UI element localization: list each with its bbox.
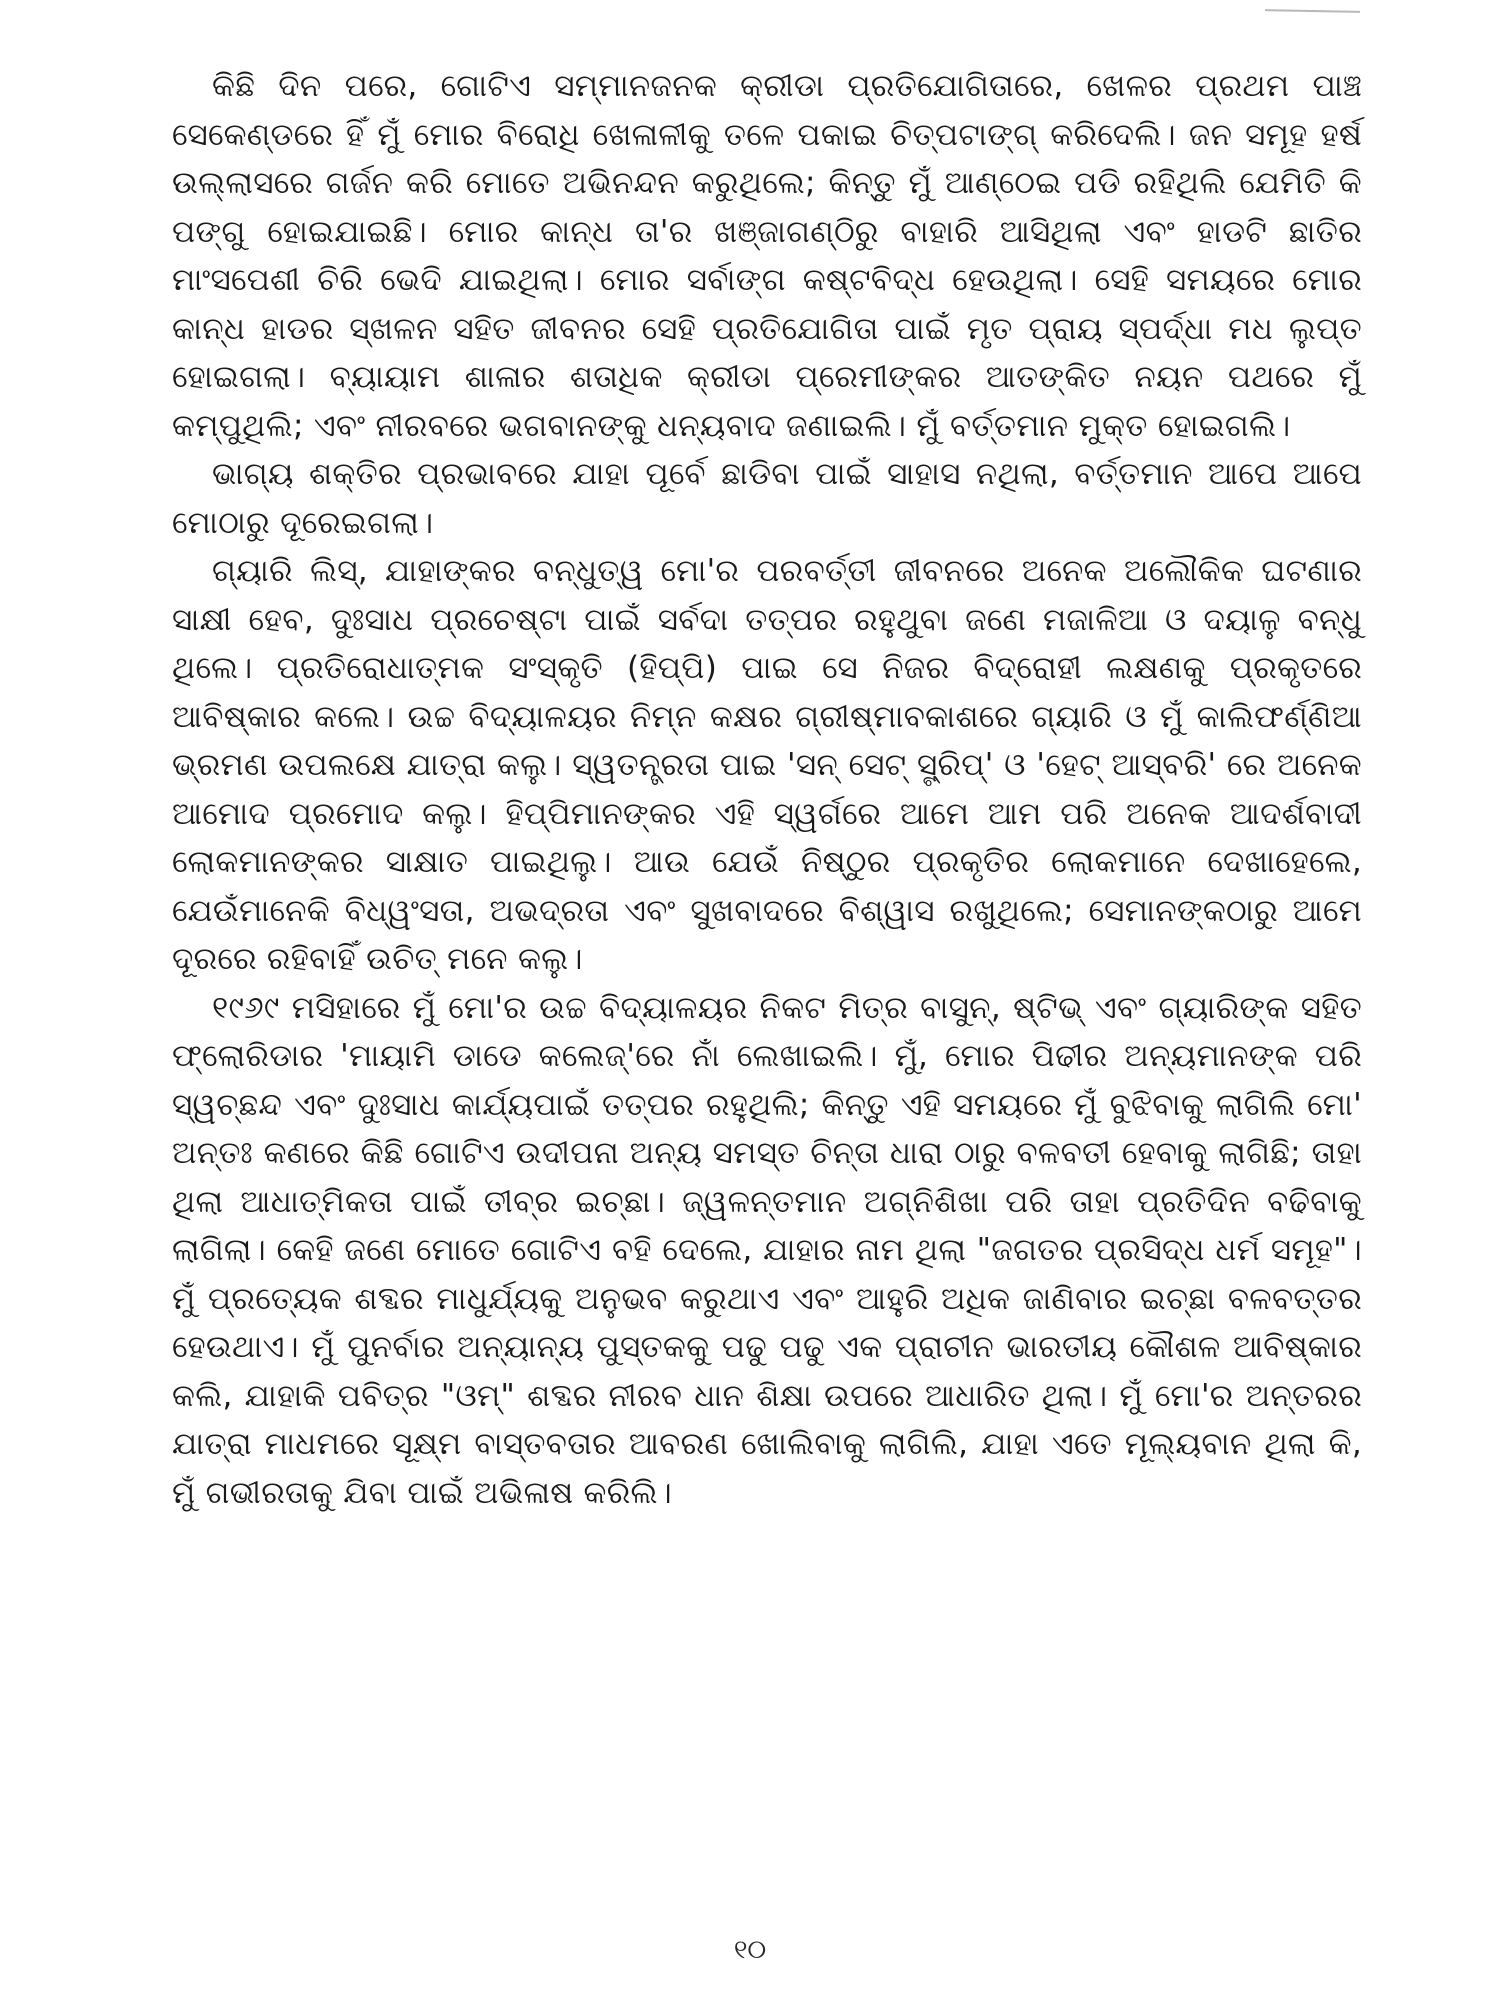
paragraph-1: କିଛି ଦିନ ପରେ, ଗୋଟିଏ ସମ୍ମାନଜନକ କ୍ରୀଡା ପ୍ରତିଯୋଗିତାରେ, ଖେଳର ପ୍ରଥମ ପାଞ୍ଚ ସେକେଣ୍ଡରେ ହିଁ ମୁଁ ମୋର ବିରୋଧି ଖେଳାଳୀକୁ ତଳେ ପକାଇ ଚିତ୍‌ପଟାଙ୍ଗ୍ କରିଦେଲି। ଜନ ସମୂହ ହର୍ଷ ଉଲ୍ଲାସରେ ଗର୍ଜନ କରି ମୋତେ ଅଭିନନ୍ଦନ କରୁଥିଲେ; କିନ୍ତୁ ମୁଁ ଆଣ୍ଠେଇ ପଡି ରହିଥିଲି ଯେମିତି କି ପଙ୍ଗୁ ହୋଇଯାଇଛି। ମୋର କାନ୍ଧ ତା'ର ଖଞ୍ଜାଗଣ୍ଠିରୁ ବାହାରି ଆସିଥିଲା ଏବଂ ହାଡଟି ଛାତିର ମାଂସପେଶୀ ଚିରି ଭେଦି ଯାଇଥିଲା। ମୋର ସର୍ବାଙ୍ଗ କଷ୍ଟବିଦ୍ଧ ହେଉଥିଲା। ସେହି ସମୟରେ ମୋର କାନ୍ଧ ହାଡର ସ୍ଖଳନ ସହିତ ଜୀବନର ସେହି ପ୍ରତିଯୋଗିତା ପାଇଁ ମୃତ ପ୍ରାୟ ସ୍ପର୍ଦ୍ଧା ମଧ ଲୁପ୍ତ ହୋଇଗଲା। ବ୍ୟାୟାମ ଶାଳାର ଶତାଧିକ କ୍ରୀଡା ପ୍ରେମୀଙ୍କର ଆତଙ୍କିତ ନୟନ ପଥରେ ମୁଁ କମ୍ପୁଥିଲି; ଏବଂ ନୀରବରେ ଭଗବାନଙ୍କୁ ଧନ୍ୟବାଦ ଜଣାଇଲି। ମୁଁ ବର୍ତ୍ତମାନ ମୁକ୍ତ ହୋଇଗଲି।	[172, 68, 1362, 444]
paragraph-3: ଗ୍ୟାରି ଲିସ୍, ଯାହାଙ୍କର ବନ୍ଧୁତ୍ୱ ମୋ'ର ପରବର୍ତ୍ତୀ ଜୀବନରେ ଅନେକ ଅଲୌକିକ ଘଟଣାର ସାକ୍ଷୀ ହେବ, ଦୁଃସାଧ ପ୍ରଚେଷ୍ଟା ପାଇଁ ସର୍ବଦା ତତ୍ପର ରହୁଥୁବା ଜଣେ ମଜାଳିଆ ଓ ଦୟାଳୁ ବନ୍ଧୁ ଥିଲେ। ପ୍ରତିରୋଧାତ୍ମକ ସଂସ୍କୃତି (ହିପ୍ପି) ପାଇ ସେ ନିଜର ବିଦ୍ରୋହୀ ଲକ୍ଷଣକୁ ପ୍ରକୃତରେ ଆବିଷ୍କାର କଲେ। ଉଚ୍ଚ ବିଦ୍ୟାଳୟର ନିମ୍ନ କକ୍ଷର ଗ୍ରୀଷ୍ମାବକାଶରେ ଗ୍ୟାରି ଓ ମୁଁ କାଲିଫର୍ଣ୍ଣିଆ ଭ୍ରମଣ ଉପଲକ୍ଷେ ଯାତ୍ରା କଲୁ। ସ୍ୱତନ୍ତ୍ରତା ପାଇ 'ସନ୍ ସେଟ୍ ସ୍ଟ୍ରିପ୍' ଓ 'ହେଟ୍ ଆସ୍‌ବରି' ରେ ଅନେକ ଆମୋଦ ପ୍ରମୋଦ କଲୁ। ହିପ୍ପିମାନଙ୍କର ଏହି ସ୍ୱର୍ଗରେ ଆମେ ଆମ ପରି ଅନେକ ଆଦର୍ଶବାଦୀ ଲୋକମାନଙ୍କର ସାକ୍ଷାତ ପାଇଥିଲୁ। ଆଉ ଯେଉଁ ନିଷ୍ଠୁର ପ୍ରକୃତିର ଲୋକମାନେ ଦେଖାହେଲେ, ଯେଉଁମାନେକି ବିଧ୍ୱଂସତା, ଅଭଦ୍ରତା ଏବଂ ସୁଖବାଦରେ ବିଶ୍ୱାସ ରଖୁଥିଲେ; ସେମାନଙ୍କଠାରୁ ଆମେ ଦୂରରେ ରହିବାହିଁ ଉଚିତ୍ ମନେ କଲୁ।	[172, 553, 1362, 977]
paragraph-2: ଭାଗ୍ୟ ଶକ୍ତିର ପ୍ରଭାବରେ ଯାହା ପୂର୍ବେ ଛାଡିବା ପାଇଁ ସାହାସ ନଥିଲା, ବର୍ତ୍ତମାନ ଆପେ ଆପେ ମୋଠାରୁ ଦୂରେଇଗଲା।	[172, 456, 1362, 541]
paragraph-4: ୧୯୬୯ ମସିହାରେ ମୁଁ ମୋ'ର ଉଚ୍ଚ ବିଦ୍ୟାଳୟର ନିକଟ ମିତ୍ର ବାସୁନ୍, ଷ୍ଟିଭ୍ ଏବଂ ଗ୍ୟାରିଙ୍କ ସହିତ ଫ୍ଲୋରିଡାର 'ମାୟାମି ଡାଡେ କଲେଜ୍'ରେ ନାଁ ଲେଖାଇଲି। ମୁଁ, ମୋର ପିଢୀର ଅନ୍ୟମାନଙ୍କ ପରି ସ୍ୱଚ୍ଛନ୍ଦ ଏବଂ ଦୁଃସାଧ କାର୍ଯ୍ୟପାଇଁ ତତ୍ପର ରହୁଥିଲି; କିନ୍ତୁ ଏହି ସମୟରେ ମୁଁ ବୁଝିବାକୁ ଲାଗିଲି ମୋ' ଅନ୍ତଃ କଣରେ କିଛି ଗୋଟିଏ ଉଦୀପନା ଅନ୍ୟ ସମସ୍ତ ଚିନ୍ତା ଧାରା ଠାରୁ ବଳବତୀ ହେବାକୁ ଲାଗିଛି; ତାହା ଥିଲା ଆଧାତ୍ମିକତା ପାଇଁ ତୀବ୍ର ଇଚ୍ଛା। ଜ୍ୱଳନ୍ତମାନ ଅଗ୍ନିଶିଖା ପରି ତାହା ପ୍ରତିଦିନ ବଢିବାକୁ ଲାଗିଲା। କେହି ଜଣେ ମୋତେ ଗୋଟିଏ ବହି ଦେଲେ, ଯାହାର ନାମ ଥିଲା "ଜଗତର ପ୍ରସିଦ୍ଧ ଧର୍ମ ସମୂହ"। ମୁଁ ପ୍ରତ୍ୟେକ ଶବ୍ଦର ମାଧୁର୍ଯ୍ୟକୁ ଅନୁଭବ କରୁଥାଏ ଏବଂ ଆହୁରି ଅଧିକ ଜାଣିବାର ଇଚ୍ଛା ବଳବତ୍ତର ହେଉଥାଏ। ମୁଁ ପୁନର୍ବାର ଅନ୍ୟାନ୍ୟ ପୁସ୍ତକକୁ ପଢୁ ପଢୁ ଏକ ପ୍ରାଚୀନ ଭାରତୀୟ କୌଶଳ ଆବିଷ୍କାର କଲି, ଯାହାକି ପବିତ୍ର "ଓମ୍" ଶବ୍ଦର ନୀରବ ଧାନ ଶିକ୍ଷା ଉପରେ ଆଧାରିତ ଥିଲା। ମୁଁ ମୋ'ର ଅନ୍ତରର ଯାତ୍ରା ମାଧମରେ ସୂକ୍ଷ୍ମ ବାସ୍ତବତାର ଆବରଣ ଖୋଲିବାକୁ ଲାଗିଲି, ଯାହା ଏତେ ମୂଲ୍ୟବାନ ଥିଲା କି, ମୁଁ ଗଭୀରତାକୁ ଯିବା ପାଇଁ ଅଭିଳାଷ କରିଲି।	[172, 989, 1362, 1511]
scan-corner-mark	[1265, 9, 1360, 13]
body-text	[172, 62, 1362, 1517]
page-number: ୧୦	[733, 1935, 767, 1965]
